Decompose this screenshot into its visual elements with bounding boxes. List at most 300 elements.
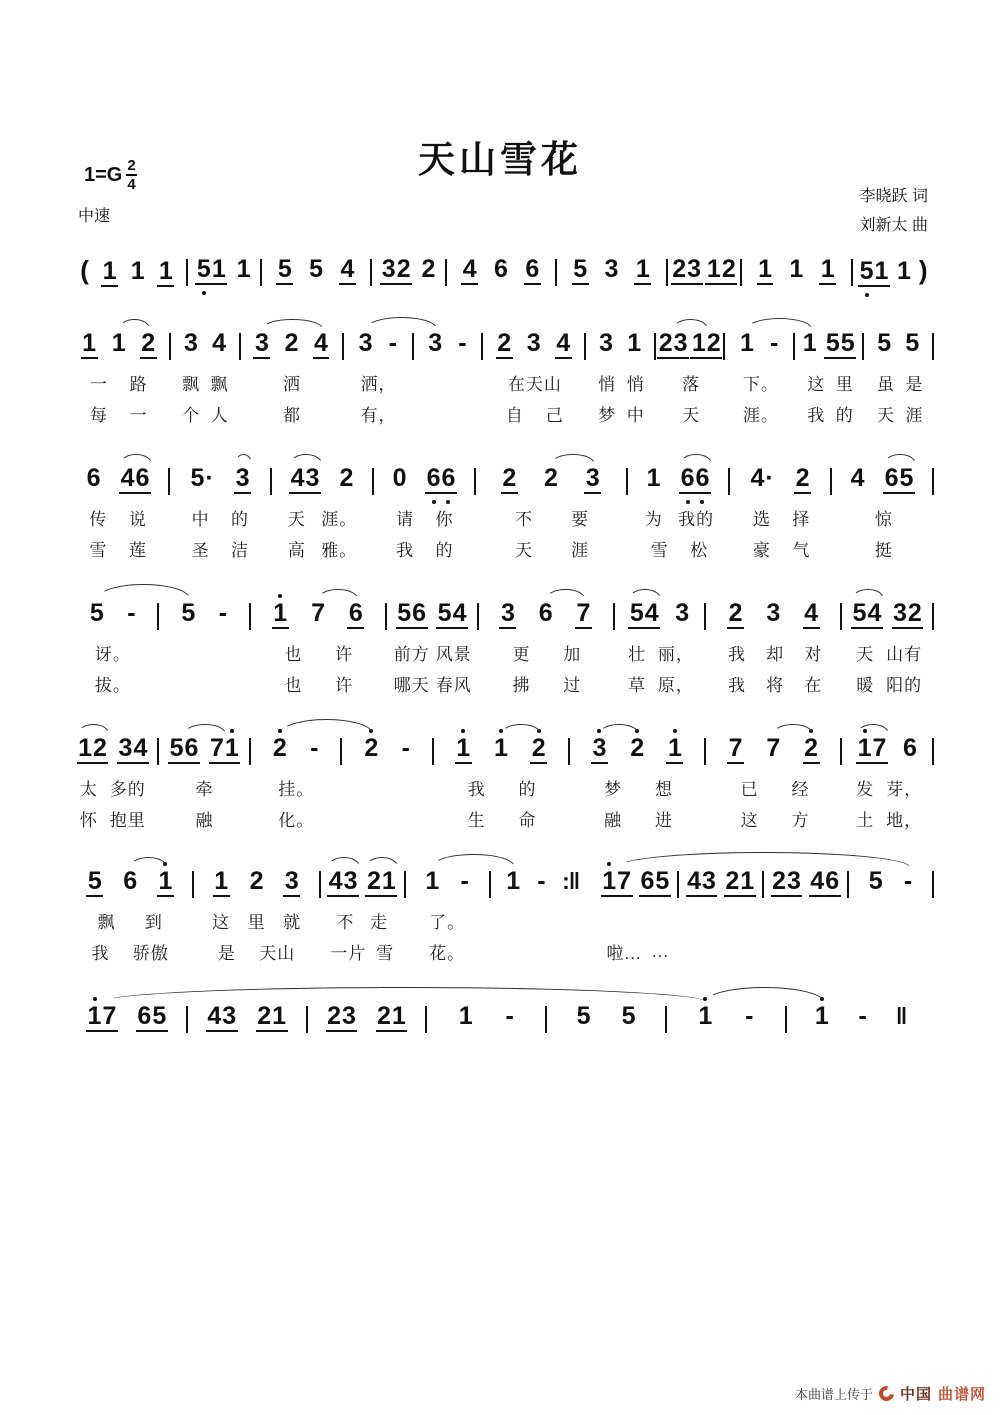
measure <box>547 1003 665 1030</box>
note: 5 <box>905 329 920 357</box>
lyric-cell <box>160 671 250 696</box>
lyric-cell <box>194 908 318 933</box>
lyric-syllable: 洁 <box>231 541 250 560</box>
lyric-syllable: 天 <box>515 541 534 560</box>
note: 2 <box>421 255 436 283</box>
lyric-syllable: 飘 <box>182 375 201 394</box>
note: 1 <box>458 1002 473 1030</box>
note: - <box>127 599 136 627</box>
measure <box>68 600 157 627</box>
lyric-syllable: 风景 <box>435 645 472 664</box>
lyric-cell <box>766 939 849 964</box>
note: 7 <box>728 734 743 762</box>
lyric-cell <box>194 939 318 964</box>
measure <box>194 868 318 897</box>
lyric-cell <box>727 370 795 395</box>
measure <box>170 465 270 494</box>
note: 5 <box>87 867 102 895</box>
lyric-syllable: 每 <box>89 406 108 425</box>
lyric-syllable: 涯 <box>571 541 590 560</box>
note: 1 <box>635 255 650 283</box>
lyric-syllable: 天 <box>876 406 895 425</box>
lyric-cell <box>272 505 372 530</box>
note: 5 <box>181 599 196 627</box>
lyric-syllable: 洒 <box>282 375 301 394</box>
lyric-cell <box>251 640 386 665</box>
lyric-cell <box>708 775 843 800</box>
note: 1 <box>740 329 754 357</box>
lyric-syllable: 洒， <box>360 375 397 394</box>
measure <box>832 465 932 494</box>
high-octave-dot <box>499 729 503 733</box>
lyric-cell <box>251 671 386 696</box>
lyric-cell <box>484 370 586 395</box>
measure <box>491 868 595 895</box>
lyric-cell <box>588 370 656 395</box>
lyric-cell <box>477 505 627 530</box>
lyric-syllable: 人 <box>210 406 229 425</box>
lyric-cell <box>477 536 627 561</box>
tempo-marking: 中速 <box>78 208 111 225</box>
lyric-syllable: 不 <box>336 913 355 932</box>
lyrics-row <box>68 806 934 831</box>
low-octave-dot <box>446 500 450 504</box>
lyric-syllable: ... <box>651 941 669 961</box>
lyric-cell <box>272 536 372 561</box>
lyric-cell <box>68 908 192 933</box>
measure <box>725 330 793 357</box>
measure <box>427 1003 545 1030</box>
notes-row <box>68 330 934 360</box>
note: 4 <box>314 329 328 357</box>
lyric-syllable: 的 <box>231 510 250 529</box>
note: 3 <box>526 329 541 357</box>
site-logo-icon <box>876 1383 897 1404</box>
lyric-syllable: 拂 <box>512 676 531 695</box>
measure <box>308 1003 426 1032</box>
lyric-syllable: 发 <box>856 780 875 799</box>
lyric-syllable: 涯 <box>905 406 924 425</box>
low-octave-dot <box>686 500 690 504</box>
notes-row <box>68 1003 934 1033</box>
barline <box>932 871 934 898</box>
lyric-syllable: 走 <box>370 913 389 932</box>
measure <box>476 465 626 494</box>
measure <box>188 256 260 285</box>
measure <box>656 330 724 359</box>
note: 2 <box>728 599 743 627</box>
lyric-syllable: 加 <box>563 645 582 664</box>
note: 6 <box>538 599 553 627</box>
note: 5 · <box>190 464 214 492</box>
lyric-syllable: 圣 <box>191 541 210 560</box>
note: 2 <box>249 867 264 895</box>
note: 4 <box>850 464 865 492</box>
high-octave-dot <box>461 729 465 733</box>
lyric-syllable: 涯。 <box>742 406 779 425</box>
note: 4 <box>556 329 571 357</box>
note: 1 <box>455 735 472 764</box>
note: 5 1 <box>195 256 227 285</box>
note: 4 <box>462 255 477 283</box>
footer-prefix: 本曲谱上传于 <box>794 1387 873 1402</box>
note: 1 <box>425 867 440 895</box>
lyric-cell <box>834 536 934 561</box>
note: 2 <box>530 735 547 764</box>
note: 1 <box>697 1003 714 1030</box>
lyric-cell <box>170 536 270 561</box>
lyric-cell <box>251 806 341 831</box>
lyric-syllable: 传 <box>89 510 108 529</box>
note: 3 2 <box>893 599 922 627</box>
lyric-cell <box>629 505 729 530</box>
slur-arc <box>318 589 358 599</box>
lyric-cell <box>797 370 865 395</box>
slur-arc <box>130 857 167 867</box>
note: 3 <box>184 329 198 357</box>
measure <box>68 330 169 359</box>
lyric-cell <box>571 775 706 800</box>
high-octave-dot <box>278 594 282 598</box>
paren: ) <box>918 255 928 285</box>
measure <box>372 256 444 285</box>
note: 1 <box>813 1003 830 1030</box>
measure <box>730 465 830 494</box>
lyric-syllable: 挺 <box>874 541 893 560</box>
lyric-syllable: 我 <box>727 645 746 664</box>
lyric-cell <box>766 908 849 933</box>
time-signature-top: 2 <box>127 157 136 174</box>
slur-arc <box>501 724 541 734</box>
lyrics-row <box>68 505 934 530</box>
lyric-syllable: 在 <box>804 676 823 695</box>
note: - <box>745 1002 754 1030</box>
measure <box>586 330 654 357</box>
lyric-cell <box>844 806 934 831</box>
final-barline: ‖ <box>895 1003 907 1029</box>
lyric-syllable: 啦... <box>606 944 642 963</box>
lyric-cell <box>834 505 934 530</box>
slur-arc <box>102 987 707 1002</box>
note: 6 <box>86 464 101 492</box>
lyric-cell <box>616 640 706 665</box>
measure <box>241 330 342 359</box>
lyric-syllable: 我 <box>467 780 486 799</box>
lyric-syllable: 这 <box>211 913 230 932</box>
lyric-syllable: 中 <box>626 406 645 425</box>
lyric-syllable: 我 <box>807 406 826 425</box>
measure <box>864 330 932 357</box>
lyric-syllable: 山有 <box>886 645 923 664</box>
lyric-syllable: 为 <box>644 510 663 529</box>
high-octave-dot <box>607 862 611 866</box>
note: 1 <box>214 867 229 895</box>
note: 1 <box>646 464 661 492</box>
measure <box>787 1003 934 1030</box>
lyric-cell <box>343 806 433 831</box>
note: 2 <box>497 329 512 357</box>
score-line <box>68 1003 934 1033</box>
note: 7 1 <box>209 735 241 764</box>
note: - <box>401 734 410 762</box>
note: 2 3 <box>672 255 701 283</box>
measure <box>679 868 762 897</box>
score-line <box>68 256 934 287</box>
key-label: 1=G <box>84 163 123 186</box>
lyric-syllable: 气 <box>792 541 811 560</box>
high-octave-dot <box>820 997 824 1001</box>
note: 5 1 <box>858 258 890 287</box>
note: 7 <box>311 599 325 627</box>
lyric-cell <box>241 370 343 395</box>
note: 5 5 <box>825 329 855 357</box>
lyric-cell <box>345 401 413 426</box>
lyrics-row <box>68 370 934 395</box>
measure <box>742 256 851 285</box>
lyric-cell <box>484 401 586 426</box>
lyric-cell <box>68 401 170 426</box>
measure <box>68 868 192 897</box>
lyric-syllable: 天山 <box>259 944 296 963</box>
slur-arc <box>119 319 151 329</box>
lyric-syllable: 命 <box>518 811 537 830</box>
score-line <box>68 465 934 561</box>
note: 5 <box>576 1002 591 1030</box>
lyric-syllable: 高 <box>287 541 306 560</box>
lyric-cell <box>343 775 433 800</box>
lyric-cell <box>844 671 934 696</box>
lyric-syllable: 梦 <box>604 780 623 799</box>
measure <box>594 868 677 897</box>
lyric-syllable: 牵 <box>195 780 214 799</box>
note: 1 <box>158 257 173 285</box>
lyric-cell <box>170 505 270 530</box>
lyric-syllable: 许 <box>335 676 354 695</box>
measure <box>842 600 931 629</box>
note: 6 5 <box>884 464 914 492</box>
lyric-syllable: 这 <box>807 375 826 394</box>
slur-arc <box>680 454 712 464</box>
lyric-syllable: 里 <box>835 375 854 394</box>
note: 6 <box>525 255 540 283</box>
lyrics-row <box>68 640 934 665</box>
measure <box>414 330 482 357</box>
lyric-syllable: 落 <box>682 375 701 394</box>
note: 3 <box>235 464 250 492</box>
score-line <box>68 330 934 426</box>
lyric-syllable: 太 <box>79 780 98 799</box>
lyrics-row <box>68 671 934 696</box>
lyric-syllable: 飘 <box>210 375 229 394</box>
note: 1 <box>666 735 683 764</box>
measure <box>171 330 239 357</box>
measure <box>668 256 740 285</box>
lyric-cell <box>681 939 764 964</box>
note: 5 6 <box>169 734 199 762</box>
lyric-cell <box>681 908 764 933</box>
lyric-cell <box>435 806 570 831</box>
lyric-syllable: 豪 <box>752 541 771 560</box>
note: 4 <box>340 255 355 283</box>
lyric-cell <box>172 401 240 426</box>
note: 1 2 <box>706 255 736 283</box>
measure <box>706 735 840 764</box>
lyric-cell <box>629 536 729 561</box>
note: 1 <box>82 329 97 357</box>
site-name-bold: 中国 <box>899 1386 932 1403</box>
lyric-syllable: 选 <box>752 510 771 529</box>
lyric-syllable: 阳的 <box>886 676 923 695</box>
note: 5 6 <box>397 599 427 627</box>
high-octave-dot <box>278 729 282 733</box>
measure <box>406 868 489 895</box>
composer-credit: 刘新太 曲 <box>859 217 928 234</box>
lyrics-row <box>68 939 934 964</box>
lyric-syllable: 已 <box>740 780 759 799</box>
lyric-cell <box>435 775 570 800</box>
lyric-syllable: 一片 <box>330 944 367 963</box>
note: 4 3 <box>687 867 716 895</box>
slur-arc <box>290 454 322 464</box>
lyric-syllable: 天 <box>287 510 306 529</box>
lyric-cell <box>68 505 168 530</box>
lyric-syllable: 要 <box>571 510 590 529</box>
note: 3 2 <box>381 255 411 283</box>
lyric-cell <box>406 908 489 933</box>
lyric-syllable: 中 <box>191 510 210 529</box>
lyric-cell <box>160 806 250 831</box>
note: 5 4 <box>437 599 467 627</box>
measure <box>706 600 840 629</box>
measure <box>251 600 385 629</box>
low-octave-dot <box>700 500 704 504</box>
lyric-syllable: 一 <box>129 406 148 425</box>
measure <box>479 600 613 629</box>
note: 6 6 <box>425 465 457 494</box>
slur-arc <box>617 852 910 867</box>
note: 2 <box>803 735 820 764</box>
high-octave-dot <box>863 729 867 733</box>
lyric-cell <box>68 536 168 561</box>
note: 6 <box>123 867 138 895</box>
measure <box>262 256 371 285</box>
note: 2 <box>141 329 156 357</box>
note: 1 <box>111 329 126 357</box>
slur-arc <box>328 857 360 867</box>
note: 2 <box>284 329 299 357</box>
note: 2 3 <box>327 1002 356 1030</box>
slur-arc <box>773 724 813 734</box>
lyric-syllable: 地， <box>886 811 923 830</box>
lyric-cell <box>68 640 158 665</box>
slur-arc <box>78 724 110 734</box>
note: 5 <box>868 867 883 895</box>
lyric-syllable: 都 <box>282 406 301 425</box>
lyric-cell <box>68 806 158 831</box>
high-octave-dot <box>673 729 677 733</box>
lyric-cell <box>616 671 706 696</box>
note: 1 <box>236 255 251 283</box>
slur-arc <box>235 454 252 464</box>
note: 1 <box>506 867 521 895</box>
note: 4 <box>212 329 227 357</box>
lyric-syllable: 飘 <box>97 913 116 932</box>
lyric-syllable: 己 <box>545 406 564 425</box>
lyric-cell <box>844 775 934 800</box>
lyric-syllable: 挂。 <box>278 780 315 799</box>
lyric-cell <box>480 640 615 665</box>
measure <box>68 256 186 287</box>
lyric-syllable: 请 <box>396 510 415 529</box>
lyric-syllable: 就 <box>283 913 302 932</box>
lyric-cell <box>797 401 865 426</box>
lyric-cell <box>172 370 240 395</box>
lyric-syllable: 里 <box>247 913 266 932</box>
lyric-syllable: 有， <box>360 406 397 425</box>
song-title: 天山雪花 <box>418 138 582 180</box>
note: 5 <box>573 255 588 283</box>
paren: ( <box>80 255 89 285</box>
lyric-syllable: 草 <box>628 676 647 695</box>
note: 4 6 <box>120 464 150 492</box>
lyric-syllable: 悄 <box>626 375 645 394</box>
lyric-cell <box>321 939 404 964</box>
lyric-syllable: 雅。 <box>321 541 358 560</box>
lyric-cell <box>414 401 482 426</box>
slur-arc <box>629 589 661 599</box>
lyric-syllable: 融 <box>195 811 214 830</box>
high-octave-dot <box>537 729 541 733</box>
note: 5 <box>89 599 104 627</box>
slur-arc <box>747 318 812 329</box>
note: 6 6 <box>679 465 711 494</box>
lyric-syllable: 这 <box>740 811 759 830</box>
note: 3 <box>591 735 608 764</box>
measure <box>68 465 168 494</box>
slur-arc <box>705 987 824 1002</box>
score-line <box>68 868 934 964</box>
barline <box>932 333 934 360</box>
lyric-cell <box>596 908 679 933</box>
lyrics-row <box>68 775 934 800</box>
note: 7 <box>766 734 781 762</box>
lyric-cell <box>708 671 843 696</box>
lyric-syllable: 抱里 <box>109 811 146 830</box>
measure <box>68 1003 186 1032</box>
lyric-syllable: 春风 <box>435 676 472 695</box>
note: 2 <box>795 464 810 492</box>
high-octave-dot <box>230 729 234 733</box>
lyric-syllable: 不 <box>515 510 534 529</box>
lyric-syllable: 一 <box>89 375 108 394</box>
lyric-cell <box>657 401 725 426</box>
lyrics-row <box>68 401 934 426</box>
slur-arc <box>599 724 639 734</box>
lyric-cell <box>375 536 475 561</box>
note: 2 <box>339 464 354 492</box>
measure <box>68 735 157 764</box>
lyric-cell <box>321 908 404 933</box>
note: 2 1 <box>366 867 396 895</box>
slur-arc <box>184 724 226 734</box>
lyric-cell <box>241 401 343 426</box>
slur-arc <box>366 857 398 867</box>
lyric-cell <box>375 505 475 530</box>
lyric-cell <box>414 370 482 395</box>
note: 4 <box>804 599 819 627</box>
slur-arc <box>546 589 586 599</box>
measure <box>387 600 476 629</box>
